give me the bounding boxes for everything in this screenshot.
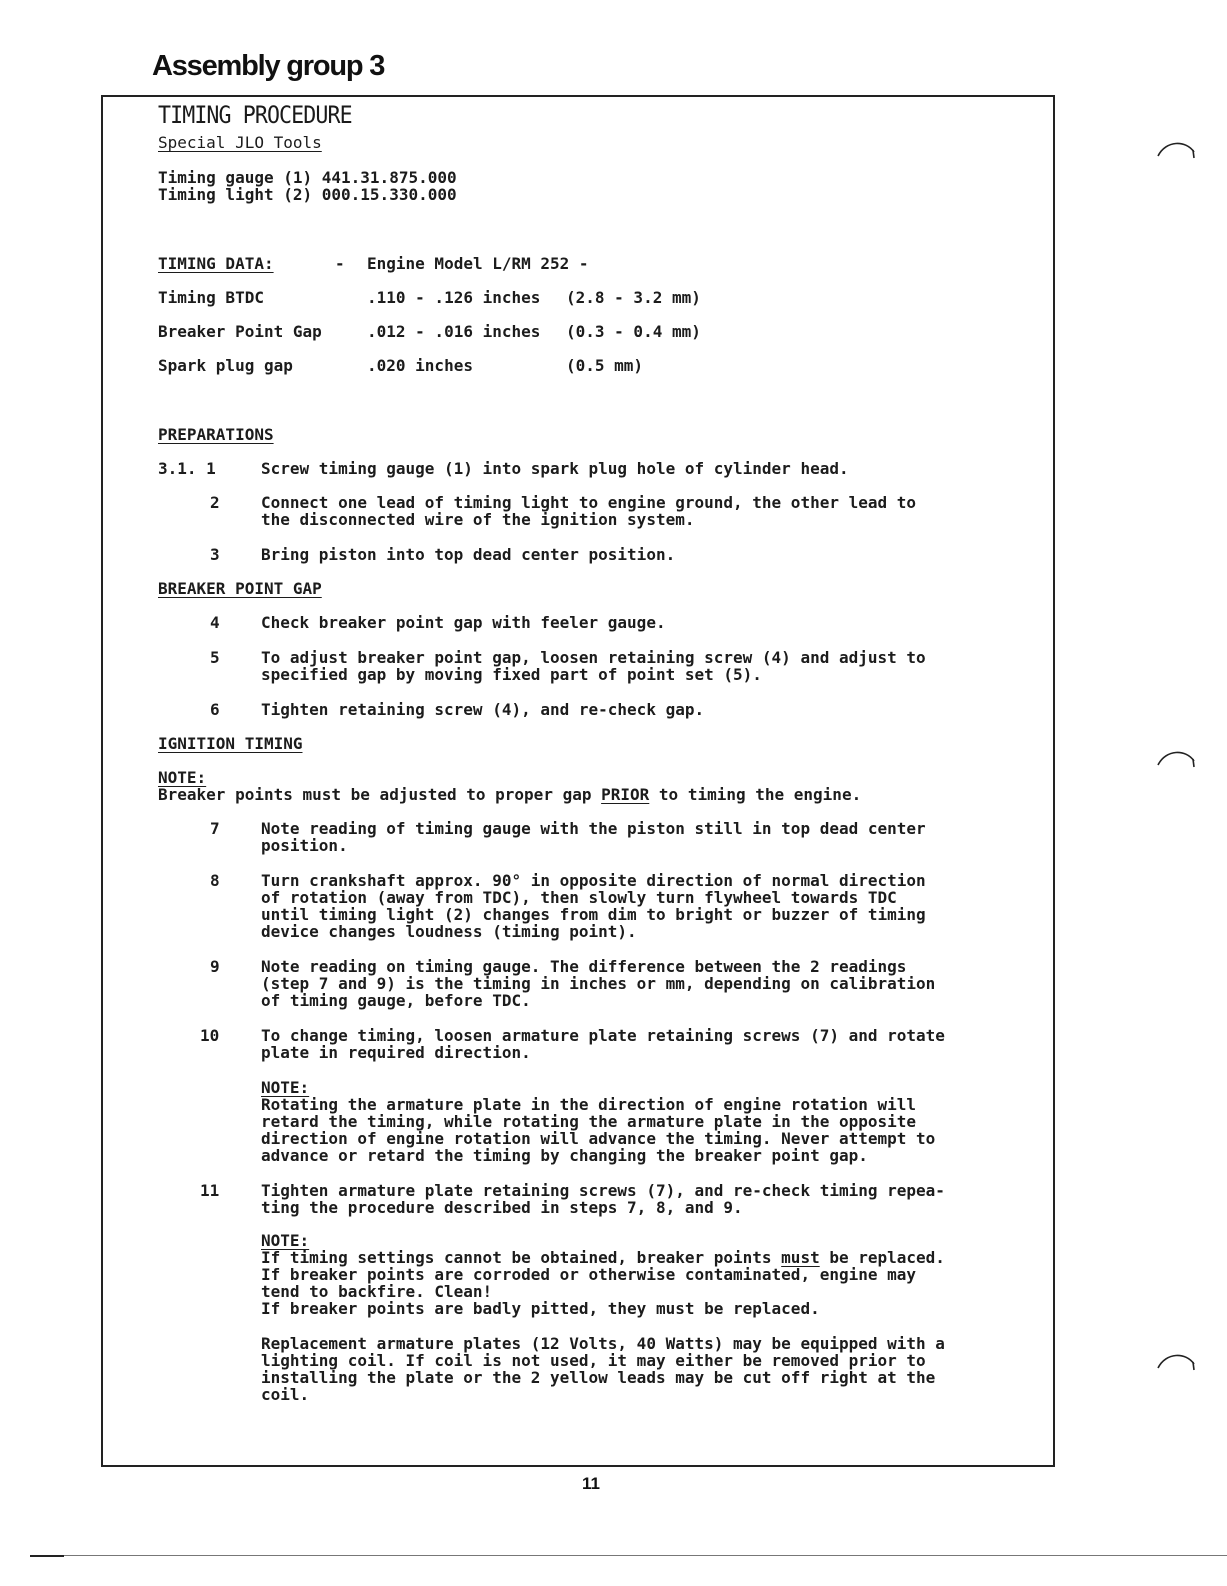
step-text: To adjust breaker point gap, loosen retaining screw (4) and adjust to specified gap by moving fixed part of point set (5). bbox=[261, 648, 926, 684]
timing-row-metric: (0.3 - 0.4 mm) bbox=[566, 322, 701, 341]
note-text: be replaced. bbox=[819, 1248, 945, 1267]
step-text: Connect one lead of timing light to engine ground, the other lead to the disconnected wire of the ignition system. bbox=[261, 493, 917, 529]
note-text: If breaker points are corroded or otherwise contaminated, engine may tend to backfire. Clean! If breaker points are badly pitted, they must be replaced. bbox=[261, 1265, 917, 1318]
section-ignition-timing: IGNITION TIMING bbox=[158, 734, 303, 753]
step-text: Tighten retaining screw (4), and re-check gap. bbox=[261, 700, 705, 719]
bottom-rule-mark bbox=[30, 1555, 64, 1557]
note-emphasis: PRIOR bbox=[601, 785, 650, 804]
binder-hole-icon bbox=[1156, 747, 1196, 787]
step-number: 11 bbox=[200, 1181, 220, 1200]
step-number: 6 bbox=[210, 700, 220, 719]
step-text: Note reading of timing gauge with the piston still in top dead center position. bbox=[261, 819, 926, 855]
step-number: 10 bbox=[200, 1026, 220, 1045]
tool-timing-light: Timing light (2) 000.15.330.000 bbox=[158, 185, 457, 204]
tools-heading: Special JLO Tools bbox=[158, 133, 322, 152]
step-number: 9 bbox=[210, 957, 220, 976]
note-label: NOTE: bbox=[158, 768, 207, 787]
timing-data-label: TIMING DATA: bbox=[158, 254, 274, 273]
engine-model: Engine Model L/RM 252 - bbox=[367, 254, 589, 273]
step-number: 2 bbox=[210, 493, 220, 512]
step-text: Bring piston into top dead center position. bbox=[261, 545, 676, 564]
step-number: 4 bbox=[210, 613, 220, 632]
step-text: Turn crankshaft approx. 90° in opposite direction of normal direction of rotation (away from TDC), then slowly turn flywheel towards TDC until timing light (2) changes from dim to bright or buzzer of timing device changes loudness (timing point). bbox=[261, 871, 926, 941]
binder-hole-icon bbox=[1156, 138, 1196, 178]
step-text: Note reading on timing gauge. The difference between the 2 readings (step 7 and 9) is the timing in inches or mm, depending on calibration of timing gauge, before TDC. bbox=[261, 957, 936, 1010]
step-number: 3 bbox=[210, 545, 220, 564]
note-text: Rotating the armature plate in the direction of engine rotation will retard the timing, while rotating the armature plate in the opposite direction of engine rotation will advance the timing. Never attempt to advance or retard the timing by changing the breaker point gap. bbox=[261, 1095, 936, 1165]
timing-data-dash: - bbox=[335, 254, 345, 273]
step-text: Check breaker point gap with feeler gauge. bbox=[261, 613, 666, 632]
assembly-group-title: Assembly group 3 bbox=[152, 50, 385, 82]
note-prior bbox=[158, 786, 861, 803]
step-text: Tighten armature plate retaining screws (7), and re-check timing repea- ting the procedure described in steps 7, 8, and 9. bbox=[261, 1181, 945, 1217]
note-must bbox=[261, 1249, 945, 1266]
page-number: 11 bbox=[582, 1474, 600, 1493]
bottom-rule bbox=[30, 1555, 1227, 1556]
note-text: Breaker points must be adjusted to proper gap bbox=[158, 785, 602, 804]
timing-row-value: .020 inches bbox=[367, 356, 473, 375]
step-number: 7 bbox=[210, 819, 220, 838]
timing-row-metric: (0.5 mm) bbox=[566, 356, 644, 375]
note-text: Replacement armature plates (12 Volts, 40 Watts) may be equipped with a lighting coil. If coil is not used, it may either be removed prior to installing the plate or the 2 yellow leads may be cut off right at the coil. bbox=[261, 1334, 945, 1404]
note-text: to timing the engine. bbox=[649, 785, 862, 804]
procedure-title: TIMING PROCEDURE bbox=[158, 101, 352, 129]
step-number: 5 bbox=[210, 648, 220, 667]
section-preparations: PREPARATIONS bbox=[158, 425, 274, 444]
timing-row-name: Breaker Point Gap bbox=[158, 322, 322, 341]
step-number: 8 bbox=[210, 871, 220, 890]
timing-row-value: .012 - .016 inches bbox=[367, 322, 541, 341]
timing-row-name: Timing BTDC bbox=[158, 288, 264, 307]
timing-row-value: .110 - .126 inches bbox=[367, 288, 541, 307]
timing-row-metric: (2.8 - 3.2 mm) bbox=[566, 288, 701, 307]
step-text: To change timing, loosen armature plate retaining screws (7) and rotate plate in required direction. bbox=[261, 1026, 945, 1062]
binder-hole-icon bbox=[1156, 1350, 1196, 1390]
step-number: 3.1. 1 bbox=[158, 459, 216, 478]
note-label: NOTE: bbox=[261, 1231, 310, 1250]
note-text: If timing settings cannot be obtained, breaker points bbox=[261, 1248, 782, 1267]
note-label: NOTE: bbox=[261, 1078, 310, 1097]
tool-timing-gauge: Timing gauge (1) 441.31.875.000 bbox=[158, 168, 457, 187]
timing-row-name: Spark plug gap bbox=[158, 356, 293, 375]
note-emphasis: must bbox=[781, 1248, 820, 1267]
section-breaker-point-gap: BREAKER POINT GAP bbox=[158, 579, 322, 598]
step-text: Screw timing gauge (1) into spark plug hole of cylinder head. bbox=[261, 459, 849, 478]
